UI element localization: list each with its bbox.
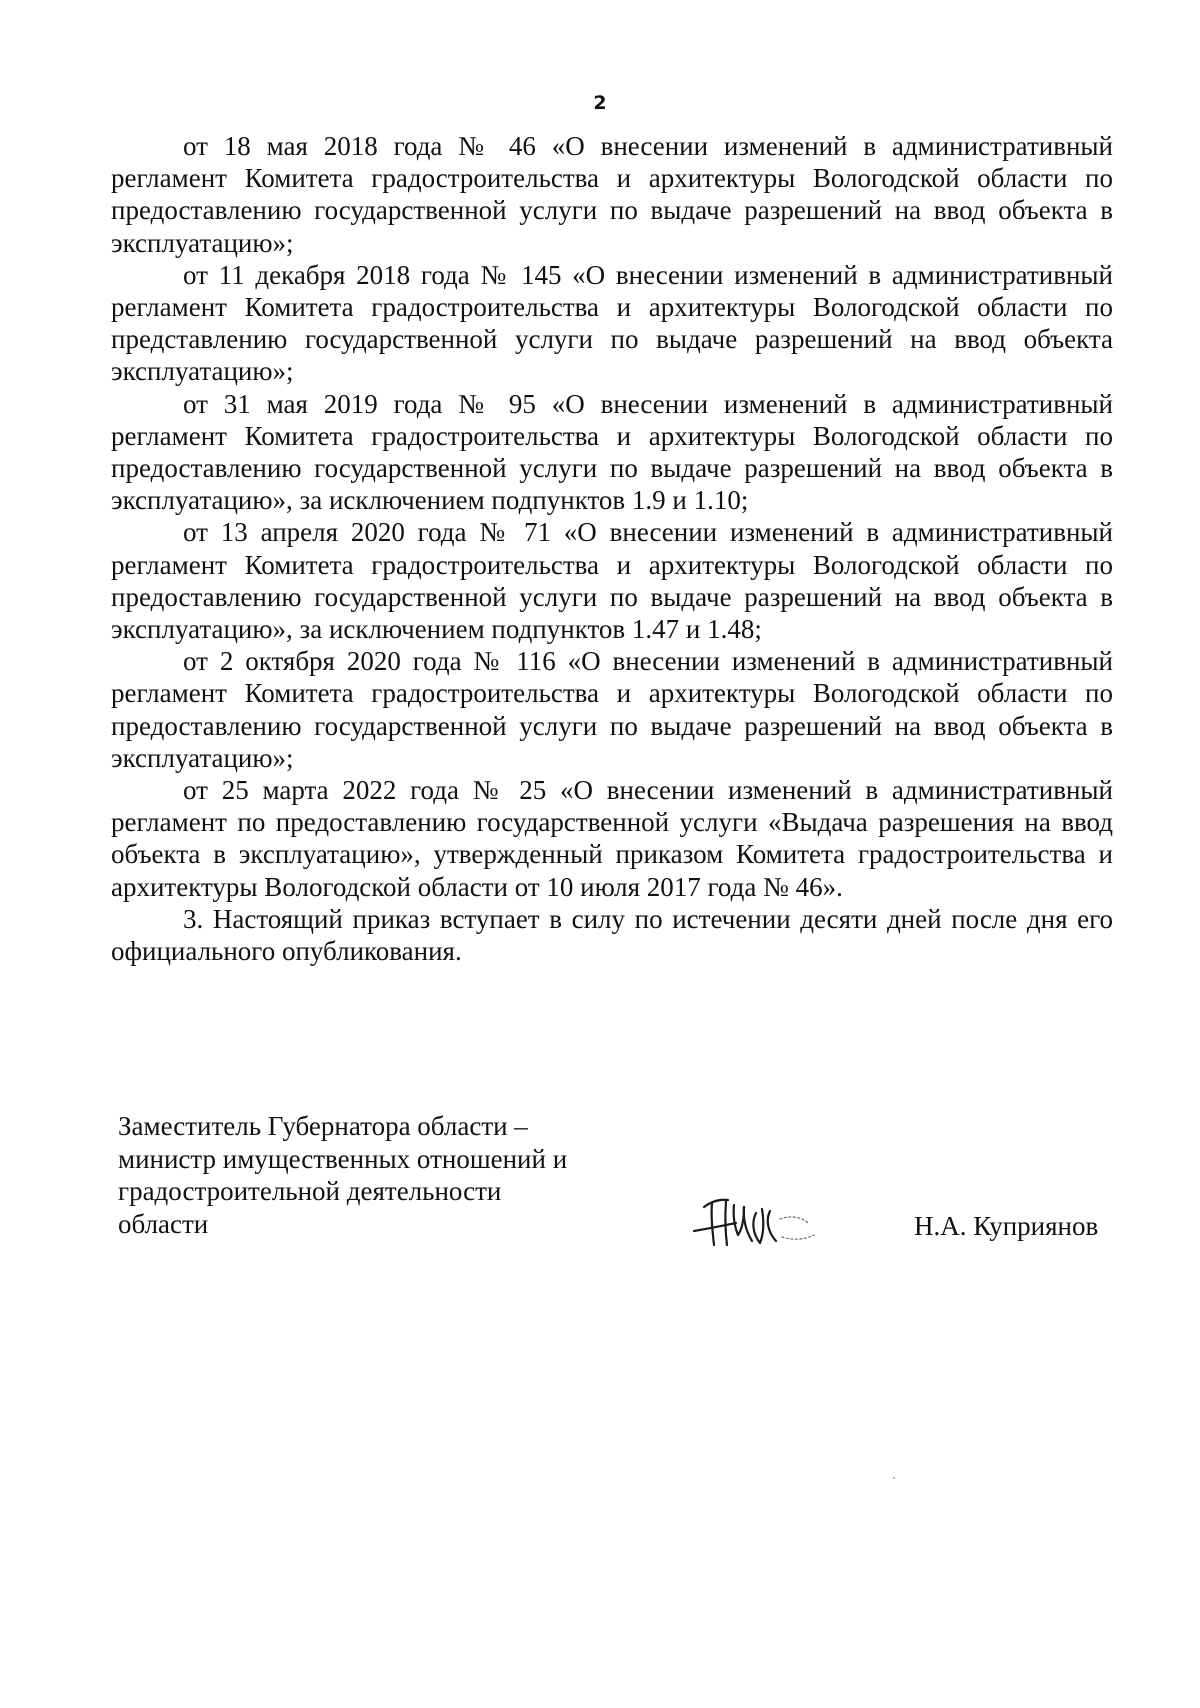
paragraph-amendment-2020-10-02: от 2 октября 2020 года № 116 «О внесении изменений в административный регламент Комитета градостроительства и архитектуры Вологодской области по предоставлению государственной услуги по выдаче разрешений на ввод объекта в эксплуатацию»; (111, 646, 1113, 773)
signatory-title-line: градостроительной деятельности (118, 1176, 502, 1206)
signatory-title (118, 1110, 638, 1240)
paragraph-effective-date: 3. Настоящий приказ вступает в силу по истечении десяти дней после дня его официального опубликования. (111, 903, 1113, 967)
signatory-title-line: области (118, 1208, 209, 1239)
handwritten-signature (690, 1185, 840, 1255)
paragraph-amendment-2018-12-11: от 11 декабря 2018 года № 145 «О внесении изменений в административный регламент Комитета градостроительства и архитектуры Вологодской области по представлению государственной услуги по выдаче разрешений на ввод объекта эксплуатацию»; (111, 259, 1113, 387)
scan-speck (893, 1477, 895, 1479)
paragraph-amendment-2020-04-13: от 13 апреля 2020 года № 71 «О внесении изменений в административный регламент Комитета градостроительства и архитектуры Вологодской области по предоставлению государственной услуги по выдаче разрешений на ввод объекта в эксплуатацию», за исключением подпунктов 1.47 и 1.48; (111, 517, 1113, 645)
paragraph-amendment-2019-05-31: от 31 мая 2019 года № 95 «О внесении изменений в административный регламент Комитета градостроительства и архитектуры Вологодской области по предоставлению государственной услуги по выдаче разрешений на ввод объекта в эксплуатацию», за исключением подпунктов 1.9 и 1.10; (111, 388, 1113, 516)
page-number: 2 (593, 92, 607, 114)
paragraph-amendment-2022-03-25: от 25 марта 2022 года № 25 «О внесении изменений в административный регламент по предоставлению государственной услуги «Выдача разрешения на ввод объекта в эксплуатацию», утвержденный приказом Комитета градостроительства и архитектуры Вологодской области от 10 июля 2017 года № 46». (111, 775, 1113, 902)
signatory-title-line: Заместитель Губернатора области – (118, 1111, 528, 1141)
signatory-title-line: министр имущественных отношений и (118, 1143, 568, 1174)
paragraph-amendment-2018-05-18: от 18 мая 2018 года № 46 «О внесении изменений в административный регламент Комитета градостроительства и архитектуры Вологодской области по предоставлению государственной услуги по выдаче разрешений на ввод объекта в эксплуатацию»; (111, 131, 1113, 258)
document-body (111, 130, 1113, 967)
signer-name: Н.А. Куприянов (914, 1211, 1099, 1241)
